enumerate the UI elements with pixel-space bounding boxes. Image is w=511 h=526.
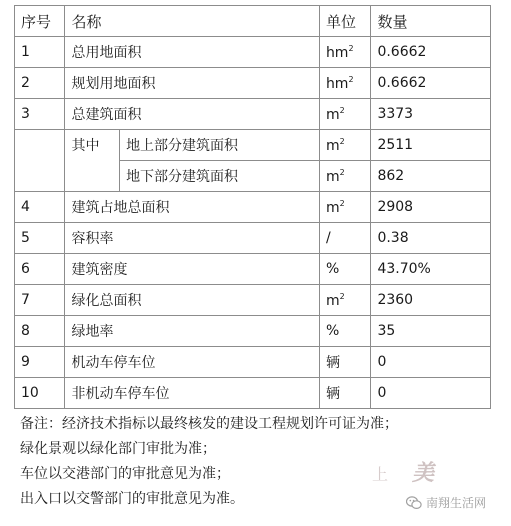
remark-line: 备注：经济技术指标以最终核发的建设工程规划许可证为准；	[20, 416, 398, 432]
row-unit: %	[319, 316, 371, 347]
row-name: 非机动车停车位	[65, 378, 319, 409]
table-row	[15, 285, 491, 316]
header-unit: 单位	[319, 6, 371, 37]
unit-sup: 2	[348, 74, 354, 84]
table-row	[15, 99, 491, 130]
row-seq: 10	[15, 378, 65, 409]
table-row	[15, 192, 491, 223]
row-unit: /	[319, 223, 371, 254]
row-value: 35	[371, 316, 491, 347]
row-value: 862	[371, 161, 491, 192]
row-unit: 辆	[319, 378, 371, 409]
row-unit	[319, 37, 371, 68]
unit-base: m	[325, 168, 340, 185]
unit-base: m	[325, 106, 340, 123]
table-row	[15, 37, 491, 68]
unit-sup: 2	[339, 105, 345, 115]
wechat-account-name: 南翔生活网	[426, 496, 487, 510]
row-value: 2908	[371, 192, 491, 223]
row-name: 总用地面积	[65, 37, 319, 68]
table-row	[15, 316, 491, 347]
row-qizhong: 其中	[65, 130, 120, 192]
unit-base: m	[325, 292, 340, 309]
row-seq: 4	[15, 192, 65, 223]
row-name: 建筑密度	[65, 254, 319, 285]
row-seq: 8	[15, 316, 65, 347]
table-row	[15, 347, 491, 378]
remark-line: 出入口以交警部门的审批意见为准。	[20, 491, 244, 507]
row-value: 3373	[371, 99, 491, 130]
row-name: 绿化总面积	[65, 285, 319, 316]
unit-base: m	[325, 199, 340, 216]
wechat-icon	[406, 496, 422, 510]
unit-sup: 2	[339, 291, 345, 301]
unit-sup: 2	[339, 136, 345, 146]
row-value: 0.38	[371, 223, 491, 254]
unit-sup: 2	[339, 167, 345, 177]
unit-base: m	[325, 137, 340, 154]
unit-base: hm	[325, 44, 349, 61]
row-value: 43.70%	[371, 254, 491, 285]
table-row	[15, 223, 491, 254]
row-value: 0	[371, 378, 491, 409]
row-name: 建筑占地总面积	[65, 192, 319, 223]
row-name: 地上部分建筑面积	[120, 130, 320, 161]
row-name: 地下部分建筑面积	[120, 161, 320, 192]
unit-base: hm	[325, 75, 349, 92]
row-seq: 9	[15, 347, 65, 378]
row-value: 0	[371, 347, 491, 378]
table-row	[15, 68, 491, 99]
row-seq: 1	[15, 37, 65, 68]
row-seq: 2	[15, 68, 65, 99]
row-seq: 5	[15, 223, 65, 254]
table-header-row	[15, 6, 491, 37]
watermark-logo-left: 上	[372, 465, 389, 484]
table-row	[15, 254, 491, 285]
row-unit	[319, 68, 371, 99]
row-name: 总建筑面积	[65, 99, 319, 130]
unit-sup: 2	[348, 43, 354, 53]
table-row	[15, 378, 491, 409]
row-value: 2360	[371, 285, 491, 316]
row-seq: 3	[15, 99, 65, 130]
row-name: 机动车停车位	[65, 347, 319, 378]
unit-sup: 2	[339, 198, 345, 208]
indicator-table	[14, 5, 491, 409]
wechat-watermark	[406, 494, 486, 511]
row-unit	[319, 99, 371, 130]
row-unit	[319, 285, 371, 316]
row-seq: 6	[15, 254, 65, 285]
row-unit: %	[319, 254, 371, 285]
header-value: 数量	[371, 6, 491, 37]
row-seq-empty	[15, 130, 65, 192]
watermark-logo-right: 美	[412, 460, 435, 486]
header-seq: 序号	[15, 6, 65, 37]
row-seq: 7	[15, 285, 65, 316]
row-unit	[319, 130, 371, 161]
remarks	[20, 412, 398, 512]
row-name: 规划用地面积	[65, 68, 319, 99]
row-value: 0.6662	[371, 37, 491, 68]
remark-line: 车位以交港部门的审批意见为准；	[20, 466, 230, 482]
row-unit: 辆	[319, 347, 371, 378]
remark-line: 绿化景观以绿化部门审批为准；	[20, 441, 216, 457]
table-row	[15, 130, 491, 161]
row-name: 绿地率	[65, 316, 319, 347]
row-name: 容积率	[65, 223, 319, 254]
row-value: 2511	[371, 130, 491, 161]
row-value: 0.6662	[371, 68, 491, 99]
row-unit	[319, 192, 371, 223]
header-name: 名称	[65, 6, 319, 37]
row-unit	[319, 161, 371, 192]
